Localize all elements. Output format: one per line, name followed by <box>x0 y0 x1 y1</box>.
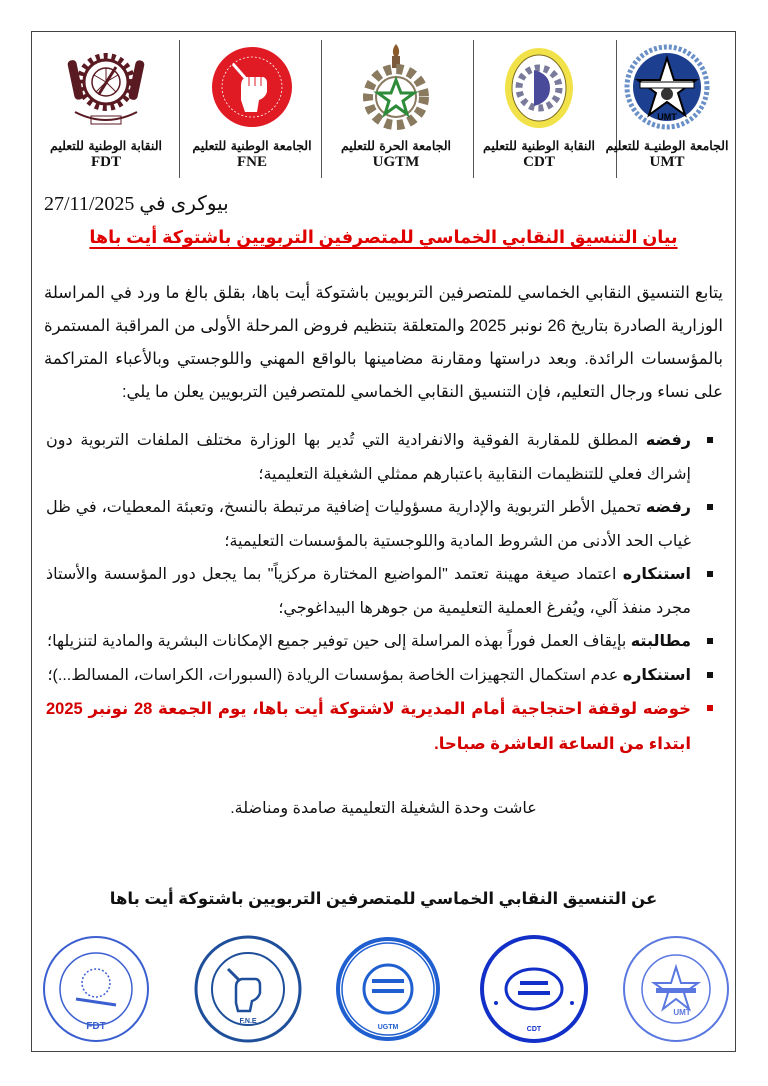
bullet-square-icon <box>707 571 713 577</box>
demand-item <box>46 491 713 558</box>
logo-divider <box>179 40 180 178</box>
stamp-fdt-icon <box>40 933 152 1045</box>
cdt-emblem-icon <box>494 42 584 132</box>
demand-item <box>46 424 713 491</box>
place-and-date: بيوكرى في 27/11/2025 <box>44 193 229 215</box>
bullet-square-icon <box>707 705 713 711</box>
logo-fdt-abbr: FDT <box>91 154 121 170</box>
signoff-line: عن التنسيق النقابي الخماسي للمتصرفين التربويين باشتوكة أيت باها <box>109 890 658 908</box>
logo-ugtm-name: الجامعة الحرة للتعليم <box>340 138 452 153</box>
protest-text: خوضه لوقفة احتجاجية أمام المديرية لاشتوكة أيت باها، يوم الجمعة 28 نونبر 2025 ابتداء من الساعة العاشرة صباحا. <box>46 700 692 753</box>
demand-lead: رفضه <box>645 499 691 516</box>
logo-cdt <box>469 36 609 188</box>
closing-slogan: عاشت وحدة الشغيلة التعليمية صامدة ومناضلة. <box>230 800 537 817</box>
union-logos-header <box>32 32 735 192</box>
stamp-fdt-label: FDT <box>86 1021 106 1032</box>
demand-text: تحميل الأطر التربوية والإدارية مسؤوليات إضافية مرتبطة بالنسخ، وتعبئة المعطيات، في ظل غياب الحد الأدنى من الشروط المادية واللوجستية بالمؤسسات التعليمية؛ <box>46 499 691 550</box>
demand-lead: استنكاره <box>622 666 691 684</box>
fdt-emblem-icon <box>61 42 151 132</box>
logo-divider <box>321 40 322 178</box>
demand-item <box>46 659 713 693</box>
logo-cdt-abbr: CDT <box>523 154 555 170</box>
stamp-ugtm-icon <box>332 933 444 1045</box>
stamp-cdt-label: CDT <box>526 1026 542 1033</box>
intro-paragraph <box>44 277 723 409</box>
stamp-umt-icon <box>620 933 732 1045</box>
union-stamps <box>32 927 735 1047</box>
logo-fne-name: الجامعة الوطنية للتعليم <box>192 138 312 153</box>
logo-fdt <box>36 36 176 188</box>
logo-fne <box>182 36 322 188</box>
demand-text: المطلق للمقاربة الفوقية والانفرادية التي تُدير بها الوزارة مختلف الملفات التربوية دون إشراك فعلي للتنظيمات النقابية باعتبارهم ممثلي الشغيلة التعليمية؛ <box>46 432 691 483</box>
stamp-cdt-icon <box>478 933 590 1045</box>
demand-lead: مطالبته <box>630 633 691 650</box>
bullet-square-icon <box>707 638 713 644</box>
logo-fne-abbr: FNE <box>237 154 267 170</box>
document-frame <box>31 31 736 1052</box>
demand-lead: استنكاره <box>622 566 691 583</box>
statement-title: بيان التنسيق النقابي الخماسي للمتصرفين التربويين باشتوكة أيت باها <box>89 227 678 247</box>
demand-lead: رفضه <box>645 432 691 449</box>
logo-cdt-name: النقابة الوطنية للتعليم <box>483 138 595 153</box>
bullet-square-icon <box>707 504 713 510</box>
logo-umt-name: الجامعة الوطنيـة للتعليم <box>605 138 729 153</box>
demands-list <box>46 424 713 762</box>
demand-item <box>46 558 713 625</box>
stamp-fne-label: F.N.E <box>239 1018 257 1025</box>
umt-star-emblem-icon <box>622 42 712 132</box>
stamp-umt-label: UMT <box>673 1008 691 1017</box>
logo-ugtm-abbr: UGTM <box>372 154 420 170</box>
svg-text:UMT: UMT <box>657 112 677 122</box>
logo-umt <box>597 36 737 188</box>
stamp-ugtm-label: UGTM <box>377 1024 399 1031</box>
protest-announcement <box>46 692 713 762</box>
intro-text: يتابع التنسيق النقابي الخماسي للمتصرفين التربويين باشتوكة أيت باها، بقلق بالغ ما ورد في المراسلة الوزارية الصادرة بتاريخ 26 نونبر 2025 والمتعلقة بتنظيم فروض المرحلة الأولى من المراقبة المستمرة بالمؤسسات الرائدة. وبعد دراستها ومقارنة مضامينها بالواقع المهني واللوجستي وبالأعباء المتراكمة على نساء ورجال التعليم، فإن التنسيق النقابي الخماسي للمتصرفين التربويين يعلن ما يلي: <box>44 284 723 401</box>
demand-text: بإيقاف العمل فوراً بهذه المراسلة إلى حين توفير جميع الإمكانات البشرية والمادية لتنزيلها؛ <box>47 633 631 650</box>
fne-fist-emblem-icon <box>207 42 297 132</box>
ugtm-gear-star-emblem-icon <box>351 42 441 132</box>
logo-umt-abbr: UMT <box>649 154 685 170</box>
demand-text: اعتماد صيغة مهينة تعتمد "المواضيع المختارة مركزياً" بما يجعل دور المؤسسة والأستاذ مجرد منفذ آلي، ويُفرغ العملية التعليمية من جوهرها البيداغوجي؛ <box>46 566 691 617</box>
demand-text: عدم استكمال التجهيزات الخاصة بمؤسسات الريادة (السبورات، الكراسات، المسالط...)؛ <box>47 666 623 684</box>
bullet-square-icon <box>707 672 713 678</box>
demand-item <box>46 625 713 659</box>
bullet-square-icon <box>707 437 713 443</box>
logo-fdt-name: النقابة الوطنية للتعليم <box>50 138 162 153</box>
logo-ugtm <box>326 36 466 188</box>
stamp-fne-icon <box>192 933 304 1045</box>
